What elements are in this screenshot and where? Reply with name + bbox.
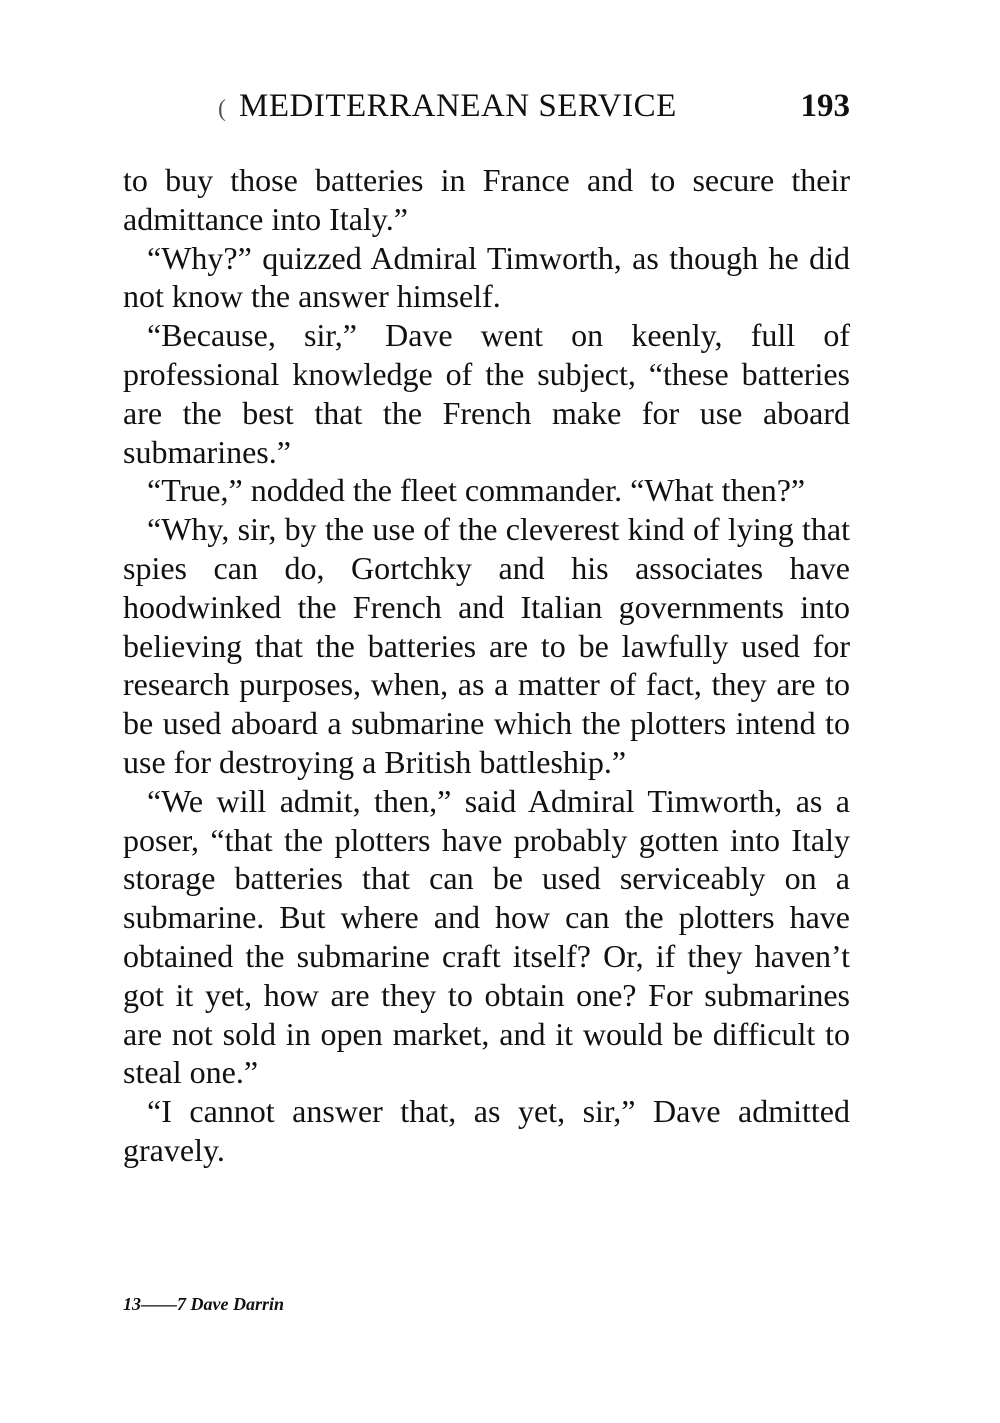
signature-mark: 13——7 Dave Darrin (123, 1294, 284, 1314)
body-text (123, 161, 850, 1170)
running-title: MEDITERRANEAN SERVICE (239, 88, 677, 124)
paragraph: “True,” nodded the fleet commander. “What then?” (147, 472, 806, 509)
page-number: 193 (800, 88, 850, 124)
paragraph: “Why?” quizzed Admiral Timworth, as though he did not know the answer himself. (123, 239, 850, 315)
paragraph: “I cannot answer that, as yet, sir,” Dave admitted gravely. (123, 1093, 850, 1168)
paragraph: to buy those batteries in France and to secure their admittance into Italy.” (123, 162, 850, 237)
paragraph: “We will admit, then,” said Admiral Timworth, as a poser, “that the plotters have probably gotten into Italy storage batteries that can be used serviceably on a submarine. But where and how can the plotters have obtained the submarine craft itself? Or, if they haven’t got it yet, how are they to obtain one? For submarines are not sold in open market, and it would be difficult to steal one.” (123, 782, 850, 1091)
paragraph: “Because, sir,” Dave went on keenly, full of professional knowledge of the subject, “these batteries are the best that the French make for use aboard submarines.” (123, 317, 850, 470)
paragraph: “Why, sir, by the use of the cleverest kind of lying that spies can do, Gortchky and his associates have hoodwinked the French and Italian governments into believing that the batteries are to be lawfully used for research purposes, when, as a matter of fact, they are to be used aboard a submarine which the plotters intend to use for destroying a British battleship.” (123, 511, 850, 780)
header-mark: ( (218, 96, 226, 122)
running-header (123, 86, 850, 126)
